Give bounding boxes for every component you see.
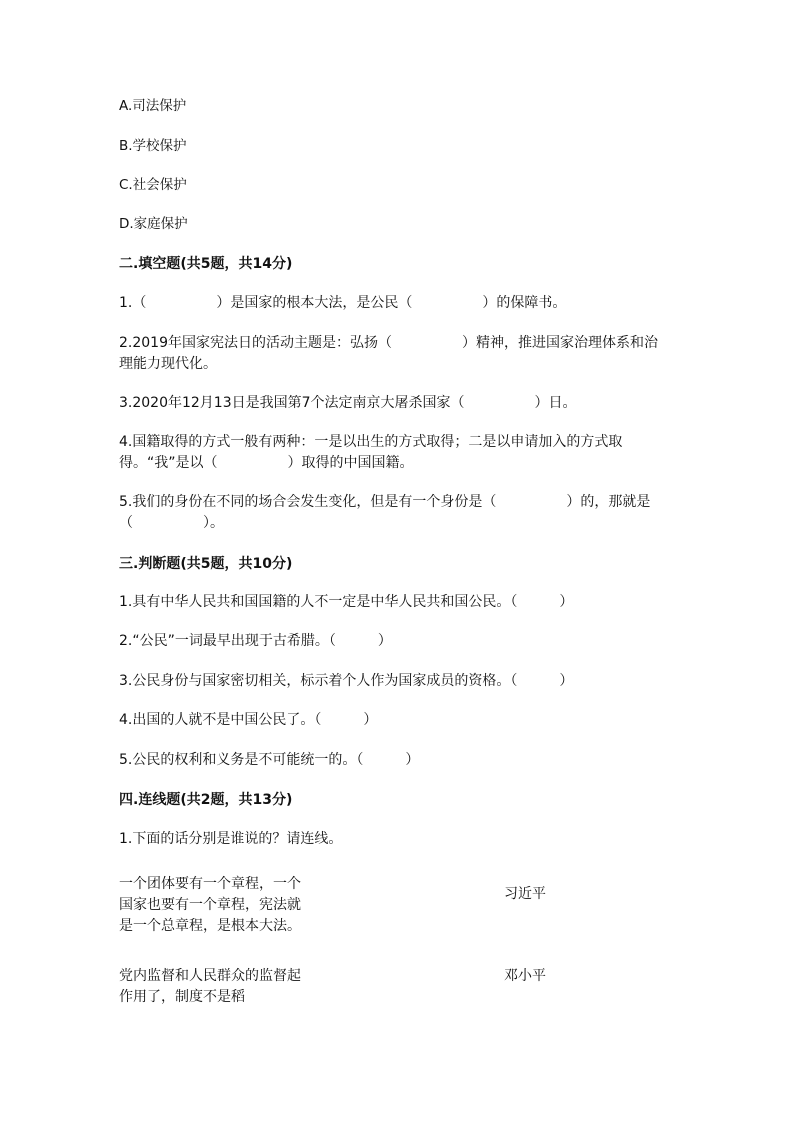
judge-question-3: 3.公民身份与国家密切相关，标示着个人作为国家成员的资格。（ ） [119,673,574,689]
option-a: A.司法保护 [119,98,187,114]
judge-question-2: 2.“公民”一词最早出现于古希腊。（ ） [119,633,392,649]
judge-question-5: 5.公民的权利和义务是不可能统一的。（ ） [119,752,420,768]
judge-question-4: 4.出国的人就不是中国公民了。（ ） [119,712,378,728]
fill-question-3: 3.2020年12月13日是我国第7个法定南京大屠杀国家（ ）日。 [119,395,577,411]
fill-question-1: 1.（ ）是国家的根本大法，是公民（ ）的保障书。 [119,295,567,311]
option-b: B.学校保护 [119,138,187,154]
fill-question-5: 5.我们的身份在不同的场合会发生变化，但是有一个身份是（ ）的，那就是（ ）。 [119,494,651,531]
section-fill-blank-title: 二.填空题(共5题，共14分) [119,256,293,272]
judge-question-1: 1.具有中华人民共和国国籍的人不一定是中华人民共和国公民。（ ） [119,594,574,610]
section-match-title: 四.连线题(共2题，共13分) [119,792,293,808]
option-d: D.家庭保护 [119,216,188,232]
fill-question-4: 4.国籍取得的方式一般有两种：一是以出生的方式取得；二是以申请加入的方式取得。“我”是以（ ）取得的中国国籍。 [119,434,623,471]
match-quote-1: 一个团体要有一个章程，一个国家也要有一个章程，宪法就是一个总章程，是根本大法。 [119,876,301,934]
match-quote-2: 党内监督和人民群众的监督起作用了，制度不是稻 [119,968,301,1005]
match-person-2: 邓小平 [504,968,546,984]
option-c: C.社会保护 [119,177,187,193]
match-person-1: 习近平 [504,886,546,902]
section-judge-title: 三.判断题(共5题，共10分) [119,556,293,572]
match-question-1: 1.下面的话分别是谁说的？请连线。 [119,831,343,847]
fill-question-2: 2.2019年国家宪法日的活动主题是：弘扬（ ）精神，推进国家治理体系和治理能力现代化。 [119,335,658,372]
